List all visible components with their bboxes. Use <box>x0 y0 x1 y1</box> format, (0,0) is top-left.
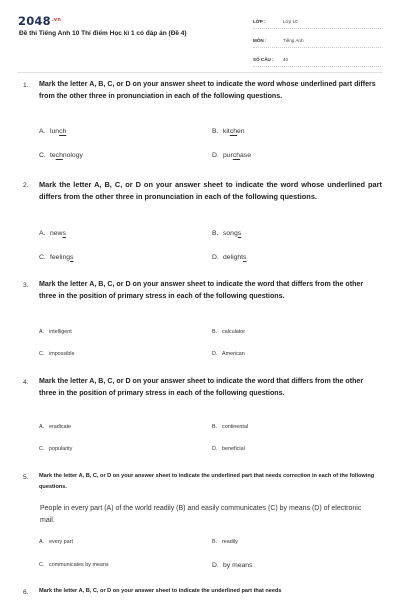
option-a[interactable] <box>39 424 71 430</box>
option-text: every part <box>49 539 73 545</box>
option-text: by means <box>223 562 253 569</box>
meta-row-class <box>253 15 381 29</box>
question-prompt: Mark the letter A, B, C, or D on your answer sheet to indicate the word that differs from the other three in the position of primary stress in each of the following questions. <box>39 280 364 300</box>
exam-title: Đề thi Tiếng Anh 10 Thí điểm Học kì 1 có đáp án (Đề 4) <box>19 30 187 37</box>
option-d[interactable] <box>212 351 245 357</box>
option-b[interactable] <box>212 128 245 135</box>
meta-row-count <box>253 53 381 67</box>
option-text: calculator <box>222 329 246 335</box>
option-text: nology <box>62 152 83 159</box>
option-letter: A. <box>39 539 45 545</box>
option-letter: D. <box>212 562 219 569</box>
option-text: intelligent <box>49 329 72 335</box>
option-text: pur <box>223 152 233 159</box>
option-d[interactable] <box>212 152 251 159</box>
option-underlined: ch <box>229 128 237 135</box>
option-b[interactable] <box>212 424 248 430</box>
option-underlined: s <box>70 254 74 261</box>
question-stem: People in every part (A) of the world readily (B) and easily communicates (C) by means (D) of electronic mail. <box>40 505 362 524</box>
exam-meta <box>253 15 381 72</box>
option-c[interactable] <box>39 562 109 568</box>
option-c[interactable] <box>39 446 72 452</box>
option-letter: D. <box>212 254 219 261</box>
option-letter: A. <box>39 230 46 237</box>
option-text: feeling <box>50 254 71 261</box>
option-text: eradicate <box>49 424 72 430</box>
option-underlined: s <box>243 254 247 261</box>
option-b[interactable] <box>212 230 241 237</box>
page-header <box>0 0 400 66</box>
logo-text: 2048 <box>18 14 51 28</box>
option-underlined: ch <box>55 152 63 159</box>
meta-label: SỐ CÂU : <box>253 57 274 62</box>
question-prompt: Mark the letter A, B, C, or D on your answer sheet to indicate the word whose underlined part differs from the other three in pronunciation in each of the following questions. <box>39 180 382 201</box>
logo-suffix: .vn <box>51 17 62 23</box>
option-text: en <box>237 128 245 135</box>
question-number: 2. <box>23 182 29 189</box>
option-letter: A. <box>39 128 46 135</box>
option-text: popularity <box>49 446 73 452</box>
option-letter: B. <box>212 539 218 545</box>
option-text: kit <box>223 128 230 135</box>
meta-label: LỚP : <box>253 19 266 24</box>
option-text: delight <box>223 254 244 261</box>
option-letter: B. <box>212 230 219 237</box>
site-logo[interactable] <box>18 14 61 28</box>
question-number: 3. <box>23 282 29 289</box>
option-c[interactable] <box>39 254 73 261</box>
option-text: ase <box>240 152 251 159</box>
meta-row-subject <box>253 34 381 48</box>
option-a[interactable] <box>39 329 72 335</box>
option-a[interactable] <box>39 230 66 237</box>
question-prompt: Mark the letter A, B, C, or D on your answer sheet to indicate the word whose underlined part differs from the other three in pronunciation in each of the following questions. <box>39 80 376 100</box>
question-prompt: Mark the letter A, B, C, or D on your answer sheet to indicate the word that differs from the other three in the position of primary stress in each of the following questions. <box>39 377 364 397</box>
option-underlined: ch <box>232 152 241 159</box>
option-text: new <box>50 230 63 237</box>
option-underlined: ch <box>59 128 67 135</box>
option-letter: D. <box>212 351 218 357</box>
option-letter: B. <box>212 128 219 135</box>
option-letter: D. <box>212 152 219 159</box>
option-c[interactable] <box>39 152 83 159</box>
question-number: 1. <box>23 82 29 89</box>
option-d[interactable] <box>212 562 252 569</box>
question-number: 4. <box>23 379 29 386</box>
option-letter: D. <box>212 446 218 452</box>
option-b[interactable] <box>212 539 238 545</box>
option-text: continental <box>222 424 249 430</box>
option-d[interactable] <box>212 254 246 261</box>
option-text: readily <box>222 539 238 545</box>
option-text: American <box>222 351 245 357</box>
header-divider <box>17 72 383 73</box>
option-text: song <box>223 230 238 237</box>
option-letter: C. <box>39 446 45 452</box>
option-b[interactable] <box>212 329 245 335</box>
option-underlined: s <box>62 230 66 237</box>
option-letter: A. <box>39 424 45 430</box>
option-text: communicates by means <box>49 562 109 568</box>
question-number: 6. <box>23 589 29 596</box>
option-text: lun <box>50 128 60 135</box>
option-a[interactable] <box>39 539 73 545</box>
question-number: 5. <box>23 474 29 481</box>
option-letter: B. <box>212 329 218 335</box>
option-a[interactable] <box>39 128 66 135</box>
option-text: beneficial <box>222 446 245 452</box>
option-letter: A. <box>39 329 45 335</box>
option-letter: C. <box>39 152 46 159</box>
option-letter: C. <box>39 562 45 568</box>
option-c[interactable] <box>39 351 74 357</box>
option-letter: B. <box>212 424 218 430</box>
option-letter: C. <box>39 351 45 357</box>
option-text: te <box>50 152 56 159</box>
question-prompt: Mark the letter A, B, C, or D on your answer sheet to indicate the underlined part that needs correction in each of the following questions. <box>39 473 375 491</box>
meta-value: 40 <box>283 57 289 62</box>
meta-label: MÔN : <box>253 38 267 43</box>
option-underlined: s <box>237 230 242 237</box>
meta-value: Tiếng Anh <box>283 38 304 43</box>
meta-value: Lớp 10 <box>283 19 298 24</box>
option-letter: C. <box>39 254 46 261</box>
option-d[interactable] <box>212 446 245 452</box>
question-prompt: Mark the letter A, B, C, or D on your answer sheet to indicate the underlined part that needs <box>39 588 282 594</box>
option-text: impossible <box>49 351 75 357</box>
